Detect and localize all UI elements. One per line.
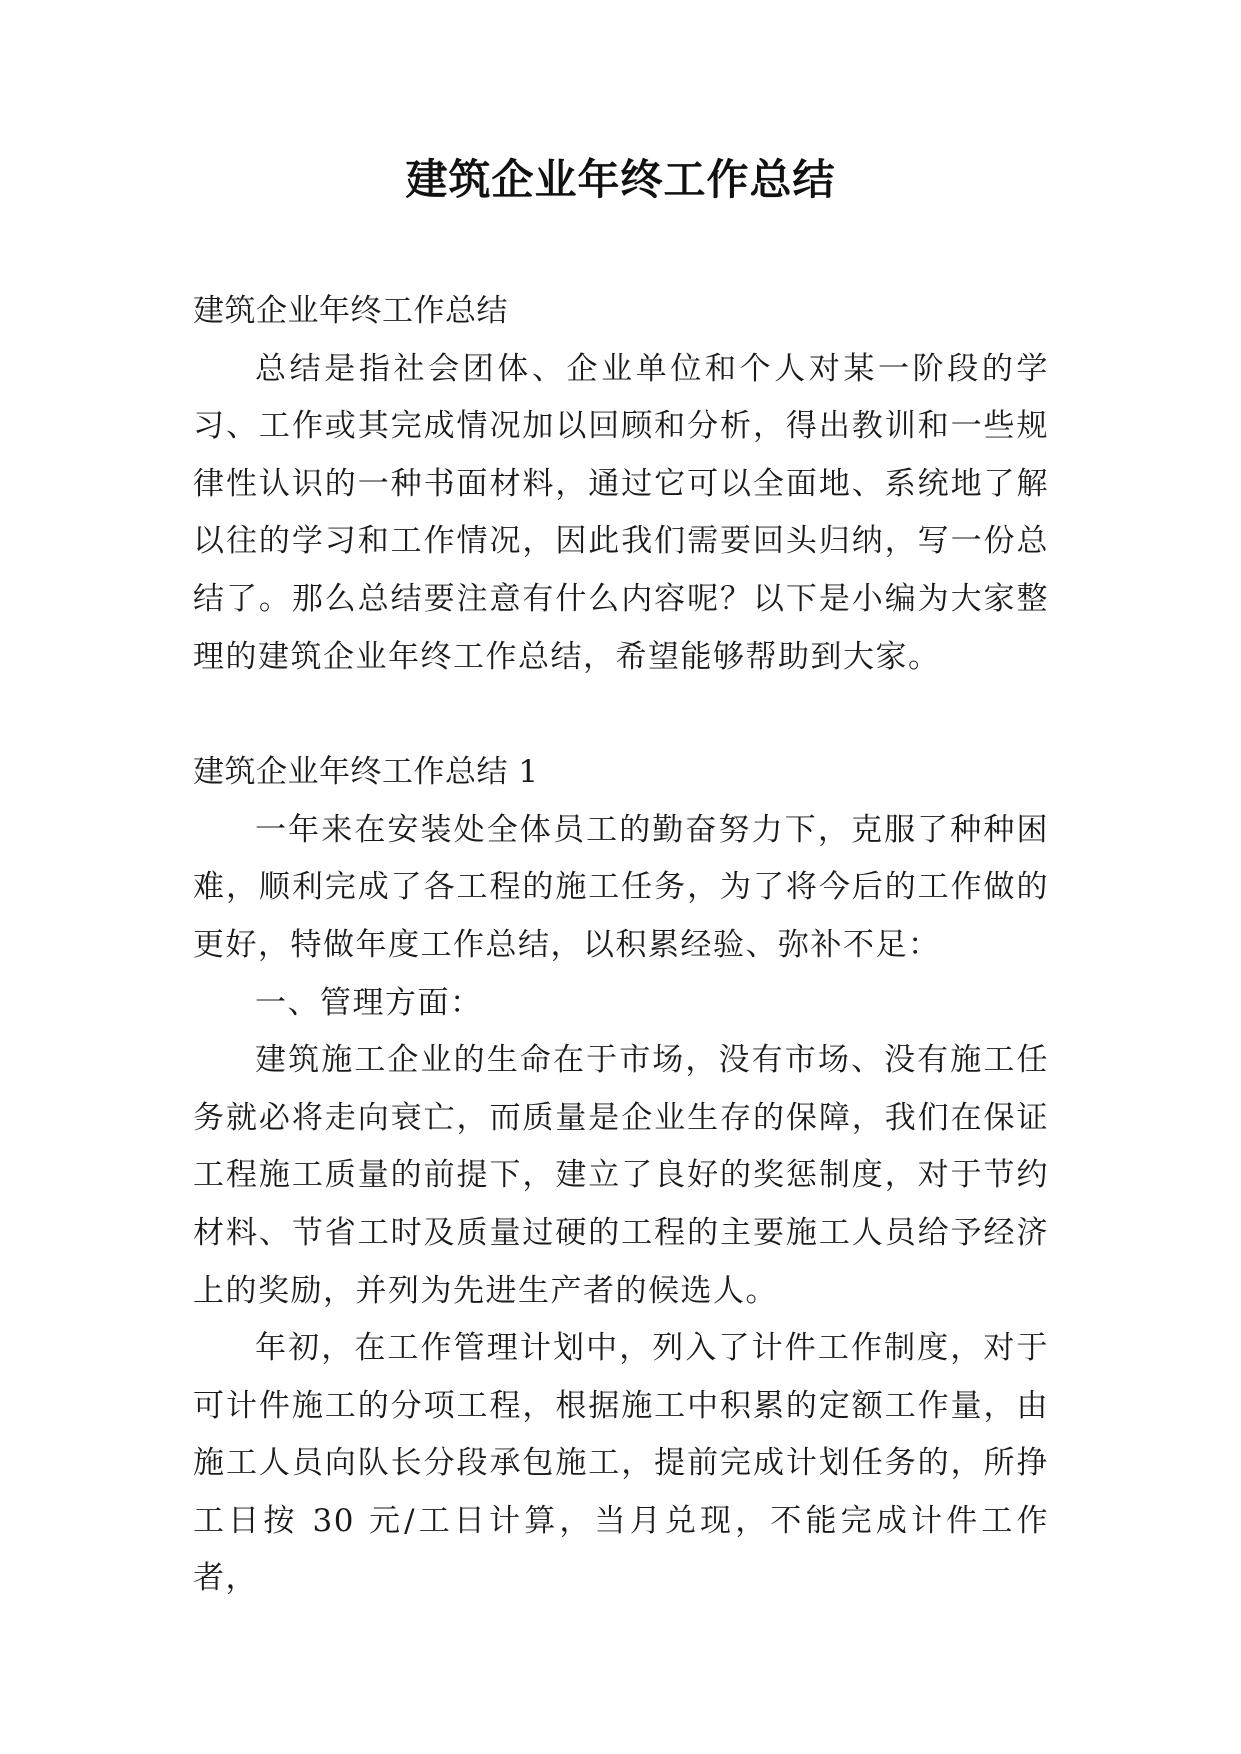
document-subtitle: 建筑企业年终工作总结 [193, 293, 508, 329]
paragraph-3: 年初，在工作管理计划中，列入了计件工作制度，对于可计件施工的分项工程，根据施工中积累的定额工作量，由施工人员向队长分段承包施工，提前完成计划任务的，所挣工日按 30 元/工日计算，当月兑现，不能完成计件工作者， [193, 1330, 1049, 1597]
subsection-heading: 一、管理方面： [255, 984, 483, 1021]
document-title: 建筑企业年终工作总结 [405, 155, 836, 204]
section-spacer [193, 686, 1049, 744]
paragraph-1: 一年来在安装处全体员工的勤奋努力下，克服了种种困难，顺利完成了各工程的施工任务，为了将今后的工作做的更好，特做年度工作总结，以积累经验、弥补不足： [193, 811, 1049, 963]
paragraph-2: 建筑施工企业的生命在于市场，没有市场、没有施工任务就必将走向衰亡，而质量是企业生存的保障，我们在保证工程施工质量的前提下，建立了良好的奖惩制度，对于节约材料、节省工时及质量过硬的工程的主要施工人员给予经济上的奖励，并列为先进生产者的候选人。 [193, 1042, 1049, 1309]
section-heading: 建筑企业年终工作总结 1 [193, 754, 539, 791]
intro-paragraph: 总结是指社会团体、企业单位和个人对某一阶段的学习、工作或其完成情况加以回顾和分析，得出教训和一些规律性认识的一种书面材料，通过它可以全面地、系统地了解以往的学习和工作情况，因此我们需要回头归纳，写一份总结了。那么总结要注意有什么内容呢？以下是小编为大家整理的建筑企业年终工作总结，希望能够帮助到大家。 [193, 350, 1049, 675]
document-body [193, 283, 1049, 1608]
